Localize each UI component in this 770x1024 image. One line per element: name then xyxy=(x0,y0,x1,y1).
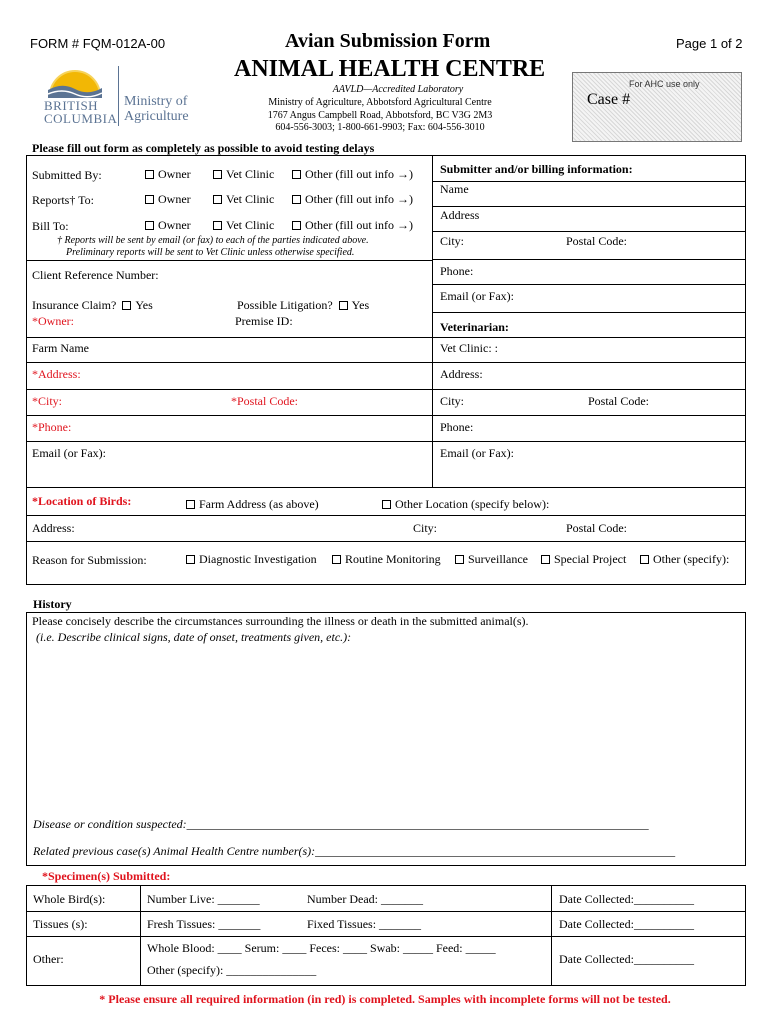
number-dead-field[interactable]: Number Dead: _______ xyxy=(307,892,423,906)
insurance-claim[interactable]: Insurance Claim? Yes xyxy=(32,298,153,312)
history-hint: (i.e. Describe clinical signs, date of onset, treatments given, etc.): xyxy=(36,630,352,644)
checkbox-icon[interactable] xyxy=(213,195,222,204)
submitter-postal-label[interactable]: Postal Code: xyxy=(566,234,628,248)
case-number-label[interactable]: Case # xyxy=(587,91,631,108)
bill-to-owner[interactable]: Owner xyxy=(145,218,191,233)
page-indicator: Page 1 of 2 xyxy=(676,36,743,51)
location-of-birds-label: *Location of Birds: xyxy=(32,494,132,508)
fluids-fields[interactable]: Whole Blood: ____ Serum: ____ Feces: ____ Swab: _____ Feed: _____ xyxy=(147,941,496,955)
owner-email-label[interactable]: Email (or Fax): xyxy=(32,446,106,460)
submitted-by-other[interactable]: Other (fill out info →) xyxy=(292,167,413,182)
checkbox-icon[interactable] xyxy=(292,195,301,204)
location-farm-address[interactable]: Farm Address (as above) xyxy=(186,497,319,512)
whole-birds-date-field[interactable]: Date Collected:__________ xyxy=(559,892,694,906)
related-cases-field[interactable]: Related previous case(s) Animal Health Centre number(s):____________________________________________________________ xyxy=(33,844,676,858)
checkbox-icon[interactable] xyxy=(213,221,222,230)
history-title: History xyxy=(33,597,72,611)
form-title: Avian Submission Form xyxy=(285,30,491,52)
fresh-tissues-field[interactable]: Fresh Tissues: _______ xyxy=(147,917,261,931)
reports-note: † Reports will be sent by email (or fax) to each of the parties indicated above. xyxy=(57,235,369,246)
checkbox-icon[interactable] xyxy=(455,555,464,564)
reports-to-other[interactable]: Other (fill out info →) xyxy=(292,192,413,207)
submitter-email-label[interactable]: Email (or Fax): xyxy=(440,289,514,303)
owner-label[interactable]: *Owner: xyxy=(32,314,74,328)
farm-name-label[interactable]: Farm Name xyxy=(32,341,89,355)
bill-to-vet-clinic[interactable]: Vet Clinic xyxy=(213,218,274,233)
reason-label: Reason for Submission: xyxy=(32,553,147,567)
reason-special-project[interactable]: Special Project xyxy=(541,552,626,567)
owner-address-label[interactable]: *Address: xyxy=(32,367,81,381)
reports-to-vet-clinic[interactable]: Vet Clinic xyxy=(213,192,274,207)
vet-email-label[interactable]: Email (or Fax): xyxy=(440,446,514,460)
centre-name: ANIMAL HEALTH CENTRE xyxy=(234,56,546,82)
logo-ministry-line2: Agriculture xyxy=(124,109,189,124)
client-reference-label[interactable]: Client Reference Number: xyxy=(32,268,159,282)
reason-routine[interactable]: Routine Monitoring xyxy=(332,552,441,567)
submitted-by-owner[interactable]: Owner xyxy=(145,167,191,182)
vet-postal-label[interactable]: Postal Code: xyxy=(588,394,650,408)
form-number: FORM # FQM-012A-00 xyxy=(30,36,166,51)
whole-birds-label: Whole Bird(s): xyxy=(33,892,106,906)
location-city-label[interactable]: City: xyxy=(413,521,438,535)
submitter-phone-label[interactable]: Phone: xyxy=(440,264,474,278)
disease-suspected-field[interactable]: Disease or condition suspected:_____________________________________________________________________________ xyxy=(33,817,649,831)
checkbox-icon[interactable] xyxy=(640,555,649,564)
location-postal-label[interactable]: Postal Code: xyxy=(566,521,628,535)
number-live-field[interactable]: Number Live: _______ xyxy=(147,892,260,906)
checkbox-icon[interactable] xyxy=(541,555,550,564)
preliminary-note: Preliminary reports will be sent to Vet Clinic unless otherwise specified. xyxy=(66,247,355,258)
checkbox-icon[interactable] xyxy=(186,555,195,564)
logo-province-line2: COLUMBIA xyxy=(44,111,118,126)
other-specimen-label: Other: xyxy=(33,952,64,966)
reports-to-label: Reports† To: xyxy=(32,193,94,207)
ahc-use-label: For AHC use only xyxy=(629,79,700,89)
logo-province-line1: BRITISH xyxy=(44,98,99,113)
owner-postal-code-label[interactable]: *Postal Code: xyxy=(231,394,299,408)
vet-clinic-label[interactable]: Vet Clinic: : xyxy=(440,341,498,355)
vet-city-label[interactable]: City: xyxy=(440,394,465,408)
accreditation: AAVLD—Accredited Laboratory xyxy=(332,84,464,95)
premise-id-label[interactable]: Premise ID: xyxy=(235,314,293,328)
tissues-label: Tissues (s): xyxy=(33,917,88,931)
submitter-title: Submitter and/or billing information: xyxy=(440,162,633,176)
bc-logo xyxy=(38,58,198,128)
logo-ministry-line1: Ministry of xyxy=(124,94,188,109)
instruction: Please fill out form as completely as possible to avoid testing delays xyxy=(32,141,375,155)
location-address-label[interactable]: Address: xyxy=(32,521,75,535)
submitter-address-label[interactable]: Address xyxy=(440,208,480,222)
required-info-footer: * Please ensure all required information (in red) is completed. Samples with incomplete forms will not be tested. xyxy=(99,992,671,1006)
ministry-address-line: Ministry of Agriculture, Abbotsford Agricultural Centre xyxy=(268,97,492,108)
history-instruction: Please concisely describe the circumstances surrounding the illness or death in the submitted animal(s). xyxy=(32,614,529,628)
checkbox-icon[interactable] xyxy=(339,301,348,310)
ahc-use-box xyxy=(572,72,742,142)
reason-diagnostic[interactable]: Diagnostic Investigation xyxy=(186,552,317,567)
contact-line: 604-556-3003; 1-800-661-9903; Fax: 604-556-3010 xyxy=(275,122,485,133)
checkbox-icon[interactable] xyxy=(213,170,222,179)
other-date-field[interactable]: Date Collected:__________ xyxy=(559,952,694,966)
checkbox-icon[interactable] xyxy=(145,195,154,204)
fixed-tissues-field[interactable]: Fixed Tissues: _______ xyxy=(307,917,422,931)
checkbox-icon[interactable] xyxy=(122,301,131,310)
reason-surveillance[interactable]: Surveillance xyxy=(455,552,528,567)
checkbox-icon[interactable] xyxy=(332,555,341,564)
checkbox-icon[interactable] xyxy=(382,500,391,509)
sun-icon xyxy=(44,60,106,98)
specimens-title: *Specimen(s) Submitted: xyxy=(42,869,171,883)
veterinarian-title: Veterinarian: xyxy=(440,320,509,334)
location-other[interactable]: Other Location (specify below): xyxy=(382,497,549,512)
reason-other[interactable]: Other (specify): xyxy=(640,552,729,567)
submitter-name-label[interactable]: Name xyxy=(440,182,469,196)
reports-to-owner[interactable]: Owner xyxy=(145,192,191,207)
submitted-by-label: Submitted By: xyxy=(32,168,102,182)
bill-to-label: Bill To: xyxy=(32,219,69,233)
checkbox-icon[interactable] xyxy=(145,221,154,230)
owner-phone-label[interactable]: *Phone: xyxy=(32,420,72,434)
bill-to-other[interactable]: Other (fill out info →) xyxy=(292,218,413,233)
submitter-city-label[interactable]: City: xyxy=(440,234,465,248)
checkbox-icon[interactable] xyxy=(145,170,154,179)
submitted-by-vet-clinic[interactable]: Vet Clinic xyxy=(213,167,274,182)
street-address-line: 1767 Angus Campbell Road, Abbotsford, BC V3G 2M3 xyxy=(267,110,493,121)
checkbox-icon[interactable] xyxy=(292,170,301,179)
checkbox-icon[interactable] xyxy=(186,500,195,509)
checkbox-icon[interactable] xyxy=(292,221,301,230)
vet-phone-label[interactable]: Phone: xyxy=(440,420,474,434)
other-specify-field[interactable]: Other (specify): _______________ xyxy=(147,963,317,977)
tissues-date-field[interactable]: Date Collected:__________ xyxy=(559,917,694,931)
owner-city-label[interactable]: *City: xyxy=(32,394,63,408)
possible-litigation[interactable]: Possible Litigation? Yes xyxy=(237,298,370,312)
vet-address-label[interactable]: Address: xyxy=(440,367,483,381)
